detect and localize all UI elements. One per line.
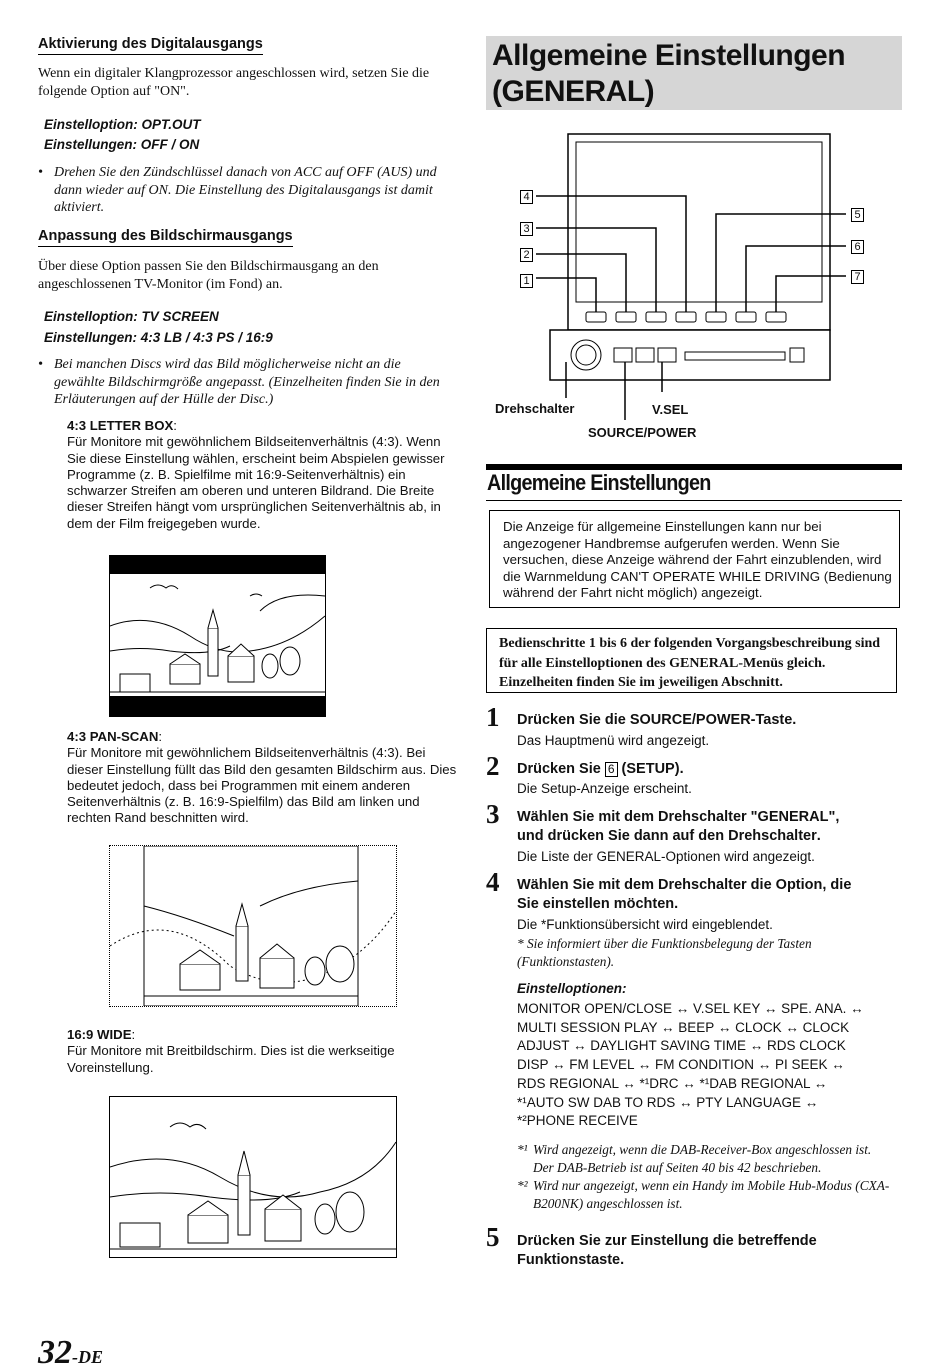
wide-title: 16:9 WIDE: [67, 1027, 132, 1042]
callout-4: 4: [520, 190, 533, 204]
step-3-heading: Wählen Sie mit dem Drehschalter "GENERAL", und drücken Sie dann auf den Drehschalter.: [517, 809, 840, 844]
step-4-sub: Die *Funktionsübersicht wird eingeblendet.: [517, 917, 773, 932]
digital-output-text: Wenn ein digitaler Klangprozessor angeschlossen wird, setzen Sie die folgende Option auf "ON".: [38, 66, 430, 99]
step-4-footnote: * Sie informiert über die Funktionsbelegung der Tasten (Funktionstasten).: [517, 936, 812, 969]
letterbox-description: 4:3 LETTER BOX: Für Monitore mit gewöhnlichem Bildseitenverhältnis (4:3). Wenn Sie diese Einstellung wählen, erscheint beim Abspielen gewisser Programme (z. B. Spielfilme mit 16:9-Seitenverhältnis) ein schwarzer Streifen am oberen und unteren Bildrand. Die Breite dieser Streifen hängt vom ursprünglichen Seitenverhältnis ab, in dem der Film freigegeben wurde.: [67, 418, 445, 531]
letterbox-title: 4:3 LETTER BOX: [67, 418, 174, 433]
callout-2: 2: [520, 248, 533, 262]
page-number: 32-DE: [38, 1334, 103, 1371]
knob-label: Drehschalter: [495, 401, 575, 416]
bold-note-box: [486, 628, 897, 693]
key-6-box: 6: [605, 762, 618, 777]
note-box: [489, 510, 900, 608]
callout-6: 6: [851, 240, 864, 254]
step-4-heading: Wählen Sie mit dem Drehschalter die Option, die Sie einstellen möchten.: [517, 877, 852, 912]
step-3-sub: Die Liste der GENERAL-Optionen wird angezeigt.: [517, 849, 815, 864]
screen-output-text: Über diese Option passen Sie den Bildschirmausgang an den angeschlossenen TV-Monitor (im Fond) an.: [38, 259, 379, 292]
footnote-2: Wird nur angezeigt, wenn ein Handy im Mobile Hub-Modus (CXA-B200NK) angeschlossen ist.: [533, 1178, 890, 1211]
callout-7: 7: [851, 270, 864, 284]
step-2-heading: Drücken Sie 6 (SETUP).: [517, 761, 684, 777]
wide-illustration: [109, 1096, 397, 1258]
section-rule-bottom: [486, 500, 902, 501]
letterbox-text: Für Monitore mit gewöhnlichem Bildseitenverhältnis (4:3). Wenn Sie diese Einstellung wählen, erscheint beim Abspielen gewisser Programme (z. B. Spielfilme mit 16:9-Seitenverhältnis) ein schwarzer Streifen am oberen und unteren Bildrand. Die Breite dieser Streifen hängt vom ursprünglichen Seitenverhältnis ab, in dem der Film freigegeben wurde.: [67, 434, 445, 531]
letterbox-illustration: [109, 555, 326, 717]
bullet-icon: •: [38, 165, 43, 180]
bold-note-text: Bedienschritte 1 bis 6 der folgenden Vorgangsbeschreibung sind für alle Einstelloptionen des GENERAL-Menüs gleich. Einzelheiten finden Sie im jeweiligen Abschnitt.: [499, 636, 881, 690]
digital-option: Einstelloption: OPT.OUT: [44, 117, 201, 132]
options-heading: Einstelloptionen:: [517, 981, 627, 996]
options-list: MONITOR OPEN/CLOSE ↔ V.SEL KEY ↔ SPE. ANA. ↔ MULTI SESSION PLAY ↔ BEEP ↔ CLOCK ↔ CLOCK ADJUST ↔ DAYLIGHT SAVING TIME ↔ RDS CLOCK DISP ↔ FM LEVEL ↔ FM CONDITION ↔ PI SEEK ↔ RDS REGIONAL ↔ *¹DRC ↔ *¹DAB REGIONAL ↔ *¹AUTO SW DAB TO RDS ↔ PTY LANGUAGE ↔ *²PHONE RECEIVE: [517, 1001, 864, 1129]
step-2-sub: Die Setup-Anzeige erscheint.: [517, 781, 692, 796]
footnote-2-mark: *²: [517, 1178, 528, 1193]
landscape-letterbox-image: [110, 556, 325, 716]
screen-option: Einstelloption: TV SCREEN: [44, 309, 219, 324]
wide-description: 16:9 WIDE: Für Monitore mit Breitbildschirm. Dies ist die werkseitige Voreinstellung.: [67, 1027, 395, 1075]
step-number: 3: [486, 799, 500, 829]
screen-settings: Einstellungen: 4:3 LB / 4:3 PS / 16:9: [44, 330, 273, 345]
panscan-illustration: [109, 845, 397, 1007]
callout-5: 5: [851, 208, 864, 222]
step-number: 1: [486, 702, 500, 732]
digital-settings: Einstellungen: OFF / ON: [44, 137, 200, 152]
bullet-icon: •: [38, 357, 43, 372]
page-title: Allgemeine Einstellungen (GENERAL): [486, 36, 902, 110]
landscape-wide-image: [110, 1097, 396, 1257]
step-5-heading: Drücken Sie zur Einstellung die betreffende Funktionstaste.: [517, 1233, 817, 1268]
landscape-panscan-image: [110, 846, 396, 1006]
panscan-text: Für Monitore mit gewöhnlichem Bildseitenverhältnis (4:3). Bei dieser Einstellung füllt das Bild den gesamten Bildschirm aus. Dies bedeutet jedoch, dass bei Programmen mit einem anderen Seitenverhältnis (z. B. 16:9-Spielfilm) das Bild am linken und rechten Rand beschnitten wird.: [67, 745, 457, 826]
digital-output-heading: Aktivierung des Digitalausgangs: [38, 36, 263, 55]
footnote-1: Wird angezeigt, wenn die DAB-Receiver-Box angeschlossen ist. Der DAB-Betrieb ist auf Seiten 40 bis 42 beschrieben.: [533, 1142, 872, 1175]
step-1-sub: Das Hauptmenü wird angezeigt.: [517, 733, 710, 748]
callout-1: 1: [520, 274, 533, 288]
digital-bullet: Drehen Sie den Zündschlüssel danach von ACC auf OFF (AUS) und dann wieder auf ON. Die Einstellung des Digitalausgangs ist damit aktiviert.: [54, 165, 437, 215]
step-1-heading: Drücken Sie die SOURCE/POWER-Taste.: [517, 712, 797, 728]
panscan-title: 4:3 PAN-SCAN: [67, 729, 159, 744]
section-heading: Allgemeine Einstellungen: [487, 470, 711, 495]
note-text: Die Anzeige für allgemeine Einstellungen kann nur bei angezogener Handbremse aufgerufen werden. Wenn Sie versuchen, diese Anzeige während der Fahrt einzublenden, wird die Warnmeldung CAN'T OPERATE WHILE DRIVING (Bedienung während der Fahrt nicht möglich) angezeigt.: [503, 519, 892, 601]
step-number: 2: [486, 751, 500, 781]
device-diagram: [490, 130, 890, 450]
screen-bullet: Bei manchen Discs wird das Bild möglicherweise nicht an die gewählte Bildschirmgröße angepasst. (Einzelheiten finden Sie in den Erläuterungen auf der Hülle der Disc.): [54, 357, 440, 407]
step-number: 5: [486, 1222, 500, 1252]
screen-output-heading: Anpassung des Bildschirmausgangs: [38, 228, 293, 247]
vsel-label: V.SEL: [652, 402, 689, 417]
source-power-label: SOURCE/POWER: [588, 425, 697, 440]
footnote-1-mark: *¹: [517, 1142, 528, 1157]
callout-3: 3: [520, 222, 533, 236]
panscan-description: 4:3 PAN-SCAN: Für Monitore mit gewöhnlichem Bildseitenverhältnis (4:3). Bei dieser Einstellung füllt das Bild den gesamten Bildschirm aus. Dies bedeutet jedoch, dass bei Programmen mit einem anderen Seitenverhältnis (z. B. 16:9-Spielfilm) das Bild am linken und rechten Rand beschnitten wird.: [67, 729, 457, 826]
wide-text: Für Monitore mit Breitbildschirm. Dies ist die werkseitige Voreinstellung.: [67, 1043, 395, 1075]
step-number: 4: [486, 867, 500, 897]
